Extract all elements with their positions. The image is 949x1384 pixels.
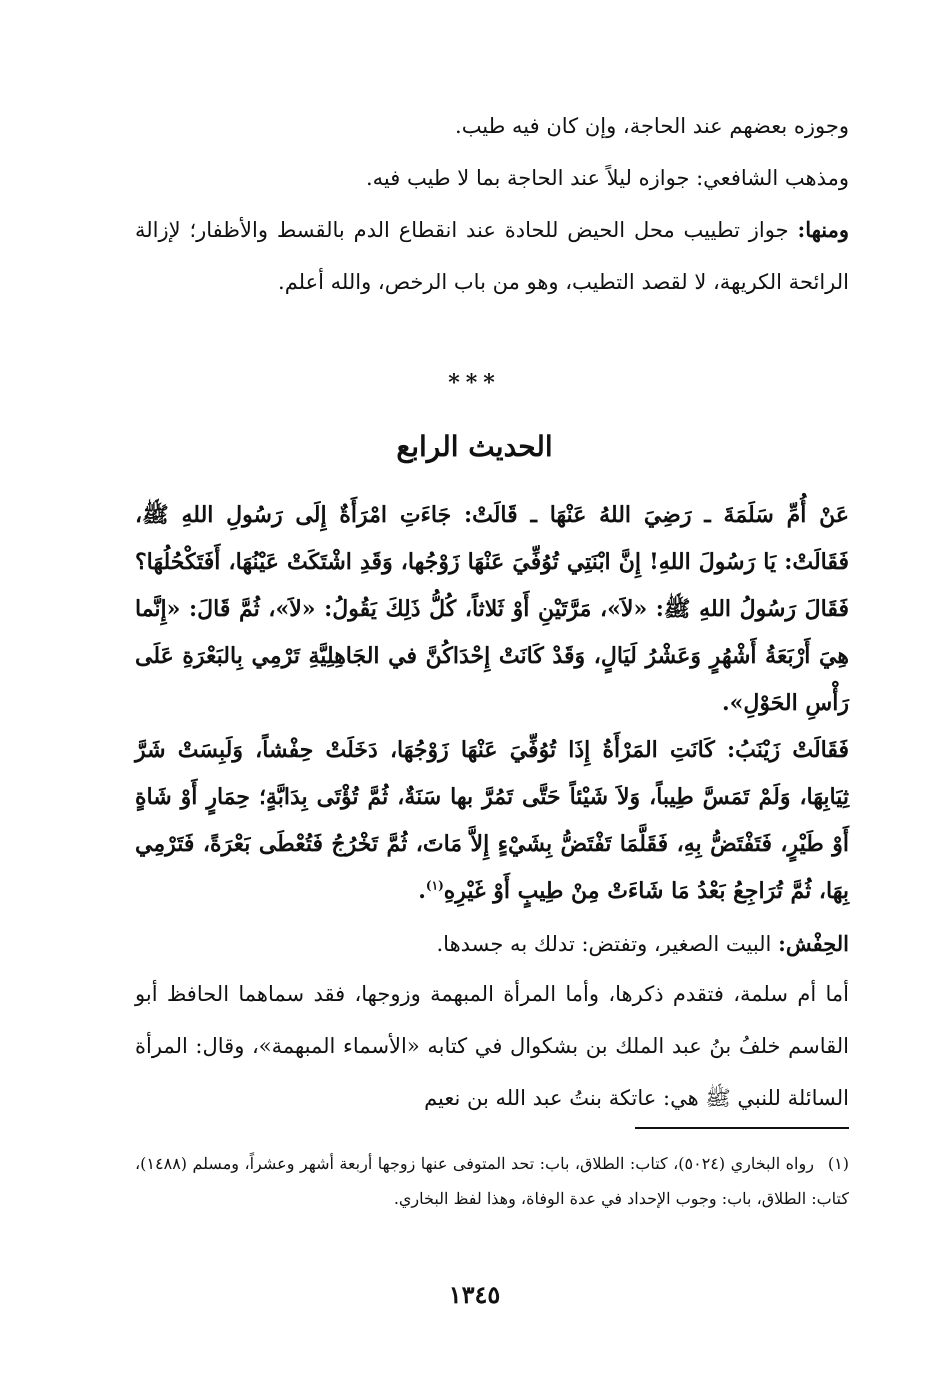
footnote-text: رواه البخاري (٥٠٢٤)، كتاب: الطلاق، باب: تحد المتوفى عنها زوجها أربعة أشهر وعشراً، ومسلم (١٤٨٨)، كتاب: الطلاق، باب: وجوب الإحداد في عدة الوفاة، وهذا لفظ البخاري. bbox=[135, 1154, 849, 1208]
hadith-paragraph-2 bbox=[135, 727, 849, 915]
gloss-paragraph bbox=[135, 918, 849, 970]
commentary-section bbox=[135, 968, 849, 1124]
top-section bbox=[135, 100, 849, 308]
gloss-definition: البيت الصغير، وتفتض: تدلك به جسدها. bbox=[436, 932, 779, 956]
commentary-paragraph: أما أم سلمة، فتقدم ذكرها، وأما المرأة المبهمة وزوجها، فقد سماهما الحافظ أبو القاسم خلفُ بنُ عبد الملك بن بشكوال في كتابه «الأسماء المبهمة»، وقال: المرأة السائلة للنبي ﷺ هي: عاتكة بنتُ عبد الله بن نعيم bbox=[135, 982, 849, 1110]
paragraph-3-lead: ومنها: bbox=[797, 217, 849, 242]
footnote-number: (١) bbox=[827, 1154, 850, 1173]
paragraph-1: وجوزه بعضهم عند الحاجة، وإن كان فيه طيب. bbox=[455, 114, 849, 138]
paragraph-2: ومذهب الشافعي: جوازه ليلاً عند الحاجة بما لا طيب فيه. bbox=[365, 166, 849, 190]
footnote-reference[interactable]: (١) bbox=[425, 878, 444, 893]
page-number: ١٣٤٥ bbox=[448, 1280, 501, 1309]
hadith-paragraph-2-end: . bbox=[418, 878, 426, 904]
footnote-divider bbox=[635, 1127, 849, 1129]
footnotes bbox=[135, 1146, 849, 1216]
section-heading: الحديث الرابع bbox=[396, 430, 553, 463]
paragraph-3 bbox=[135, 204, 849, 308]
hadith-paragraph-2-text: فَقَالَتْ زَيْنَبُ: كَانَتِ المَرْأَةُ إِذَا تُوُفِّيَ عَنْهَا زَوْجُهَا، دَخَلَتْ حِفْشاً، وَلَبِسَتْ شَرَّ ثِيَابِهَا، وَلَمْ تَمَسَّ طِيباً، وَلاَ شَيْئاً حَتَّى تَمُرَّ بها سَنَةٌ، ثُمَّ تُؤْتَى بِدَابَّةٍ؛ حِمَارٍ أَوْ شَاةٍ أَوْ طَيْرٍ، فَتَفْتَضُّ بِهِ، فَقَلَّمَا تَفْتَضُّ بِشَيْءٍ إِلاَّ مَاتَ، ثُمَّ تَخْرُجُ فَتُعْطَى بَعْرَةً، فَتَرْمِي بِهَا، ثُمَّ تُرَاجِعُ بَعْدُ مَا شَاءَتْ مِنْ طِيبٍ أَوْ غَيْرِهِ bbox=[135, 737, 849, 904]
gloss-term: الحِفْش: bbox=[778, 931, 849, 956]
hadith-text bbox=[135, 492, 849, 915]
hadith-paragraph-1: عَنْ أُمِّ سَلَمَةَ ـ رَضِيَ اللهُ عَنْهَا ـ قَالَتْ: جَاءَتِ امْرَأَةٌ إِلَى رَسُولِ اللهِ ﷺ، فَقَالَتْ: يَا رَسُولَ اللهِ! إِنَّ ابْنَتِي تُوُفِّيَ عَنْهَا زَوْجُها، وَقَدِ اشْتَكَتْ عَيْنُهَا، أَفَتَكْحُلُهَا؟ فَقَالَ رَسُولُ اللهِ ﷺ: «لاَ»، مَرَّتَيْنِ أَوْ ثَلاثاً، كُلُّ ذَلِكَ يَقُولُ: «لاَ»، ثُمَّ قَالَ: «إِنَّما هِيَ أَرْبَعَةُ أَشْهُرٍ وَعَشْرُ لَيَالٍ، وَقَدْ كَانَتْ إِحْدَاكُنَّ في الجَاهِلِيَّةِ تَرْمِي بِالبَعْرَةِ عَلَى رَأْسِ الحَوْلِ». bbox=[135, 502, 849, 716]
paragraph-3-text: جواز تطييب محل الحيض للحادة عند انقطاع الدم بالقسط والأظفار؛ لإزالة الرائحة الكريهة، لا لقصد التطيب، وهو من باب الرخص، والله أعلم. bbox=[135, 218, 849, 294]
section-separator: *** bbox=[448, 370, 501, 396]
gloss-section bbox=[135, 918, 849, 970]
